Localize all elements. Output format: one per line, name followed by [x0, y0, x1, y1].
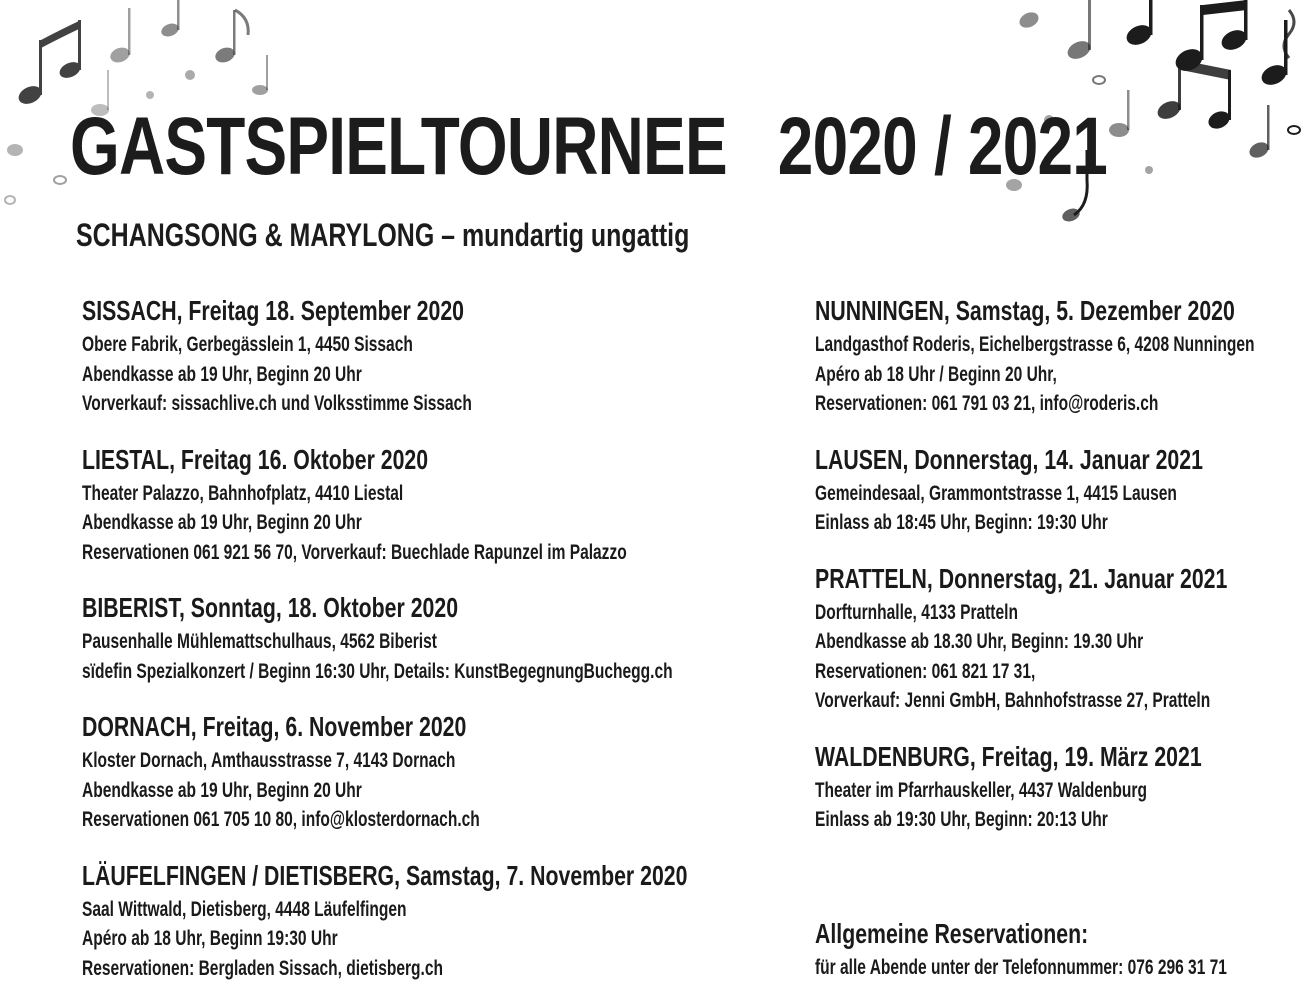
- event-time: Apéro ab 18 Uhr, Beginn 19:30 Uhr: [82, 927, 338, 950]
- event-title: BIBERIST, Sonntag, 18. Oktober 2020: [82, 592, 459, 623]
- general-reservations-title: Allgemeine Reservationen:: [815, 918, 1089, 949]
- event-details: sïdefin Spezialkonzert / Beginn 16:30 Uhr, Details: KunstBegegnungBuchegg.ch: [82, 659, 673, 683]
- event-venue: Gemeindesaal, Grammontstrasse 1, 4415 Lausen: [815, 481, 1177, 505]
- event-time: Abendkasse ab 18.30 Uhr, Beginn: 19.30 Uhr: [815, 630, 1144, 653]
- event-booking: Reservationen 061 705 10 80, info@klosterdornach.ch: [82, 808, 480, 831]
- event-presale: Vorverkauf: Jenni GmbH, Bahnhofstrasse 27, Pratteln: [815, 689, 1211, 712]
- event-sissach: [82, 292, 742, 419]
- event-venue: Theater im Pfarrhauskeller, 4437 Waldenburg: [815, 778, 1147, 802]
- event-waldenburg: [815, 738, 1295, 835]
- event-time: Apéro ab 18 Uhr / Beginn 20 Uhr,: [815, 362, 1057, 386]
- event-title: LIESTAL, Freitag 16. Oktober 2020: [82, 443, 429, 475]
- event-booking: Reservationen 061 921 56 70, Vorverkauf: Buechlade Rapunzel im Palazzo: [82, 540, 627, 564]
- event-venue: Dorfturnhalle, 4133 Pratteln: [815, 600, 1018, 624]
- page-title: GASTSPIELTOURNEE 2020 / 2021: [70, 101, 1108, 192]
- events-right-column: [815, 292, 1295, 857]
- event-booking: Reservationen: Bergladen Sissach, dietisberg.ch: [82, 956, 444, 980]
- event-venue: Obere Fabrik, Gerbegässlein 1, 4450 Sissach: [82, 333, 413, 356]
- event-booking: Reservationen: 061 821 17 31,: [815, 659, 1036, 683]
- event-title: SISSACH, Freitag 18. September 2020: [82, 295, 465, 326]
- event-liestal: [82, 441, 742, 568]
- event-title: NUNNINGEN, Samstag, 5. Dezember 2020: [815, 295, 1235, 326]
- event-nunningen: [815, 292, 1295, 419]
- event-venue: Landgasthof Roderis, Eichelbergstrasse 6, 4208 Nunningen: [815, 333, 1255, 356]
- event-booking: Vorverkauf: sissachlive.ch und Volksstimme Sissach: [82, 392, 472, 415]
- event-pratteln: [815, 560, 1295, 716]
- event-venue: Theater Palazzo, Bahnhofplatz, 4410 Liestal: [82, 481, 404, 505]
- page-subtitle: SCHANGSONG & MARYLONG – mundartig ungattig: [76, 217, 690, 253]
- event-lausen: [815, 441, 1295, 538]
- events-left-column: [82, 292, 742, 997]
- event-time: Abendkasse ab 19 Uhr, Beginn 20 Uhr: [82, 778, 362, 802]
- event-time: Abendkasse ab 19 Uhr, Beginn 20 Uhr: [82, 362, 362, 386]
- event-title: LAUSEN, Donnerstag, 14. Januar 2021: [815, 443, 1203, 475]
- event-time: Abendkasse ab 19 Uhr, Beginn 20 Uhr: [82, 511, 362, 534]
- event-time: Einlass ab 19:30 Uhr, Beginn: 20:13 Uhr: [815, 808, 1108, 831]
- event-laeufelfingen: [82, 857, 742, 984]
- event-title: LÄUFELFINGEN / DIETISBERG, Samstag, 7. November 2020: [82, 859, 688, 891]
- event-venue: Kloster Dornach, Amthausstrasse 7, 4143 Dornach: [82, 749, 456, 772]
- event-venue: Pausenhalle Mühlemattschulhaus, 4562 Biberist: [82, 630, 437, 653]
- event-title: DORNACH, Freitag, 6. November 2020: [82, 711, 467, 742]
- event-title: PRATTELN, Donnerstag, 21. Januar 2021: [815, 562, 1228, 594]
- event-time: Einlass ab 18:45 Uhr, Beginn: 19:30 Uhr: [815, 511, 1108, 534]
- general-reservations-phone: für alle Abende unter der Telefonnummer: 076 296 31 71: [815, 956, 1227, 979]
- event-booking: Reservationen: 061 791 03 21, info@roderis.ch: [815, 392, 1159, 415]
- event-title: WALDENBURG, Freitag, 19. März 2021: [815, 740, 1202, 772]
- event-venue: Saal Wittwald, Dietisberg, 4448 Läufelfingen: [82, 897, 407, 921]
- event-biberist: [82, 589, 742, 686]
- general-reservations: [815, 915, 1309, 983]
- event-dornach: [82, 708, 742, 835]
